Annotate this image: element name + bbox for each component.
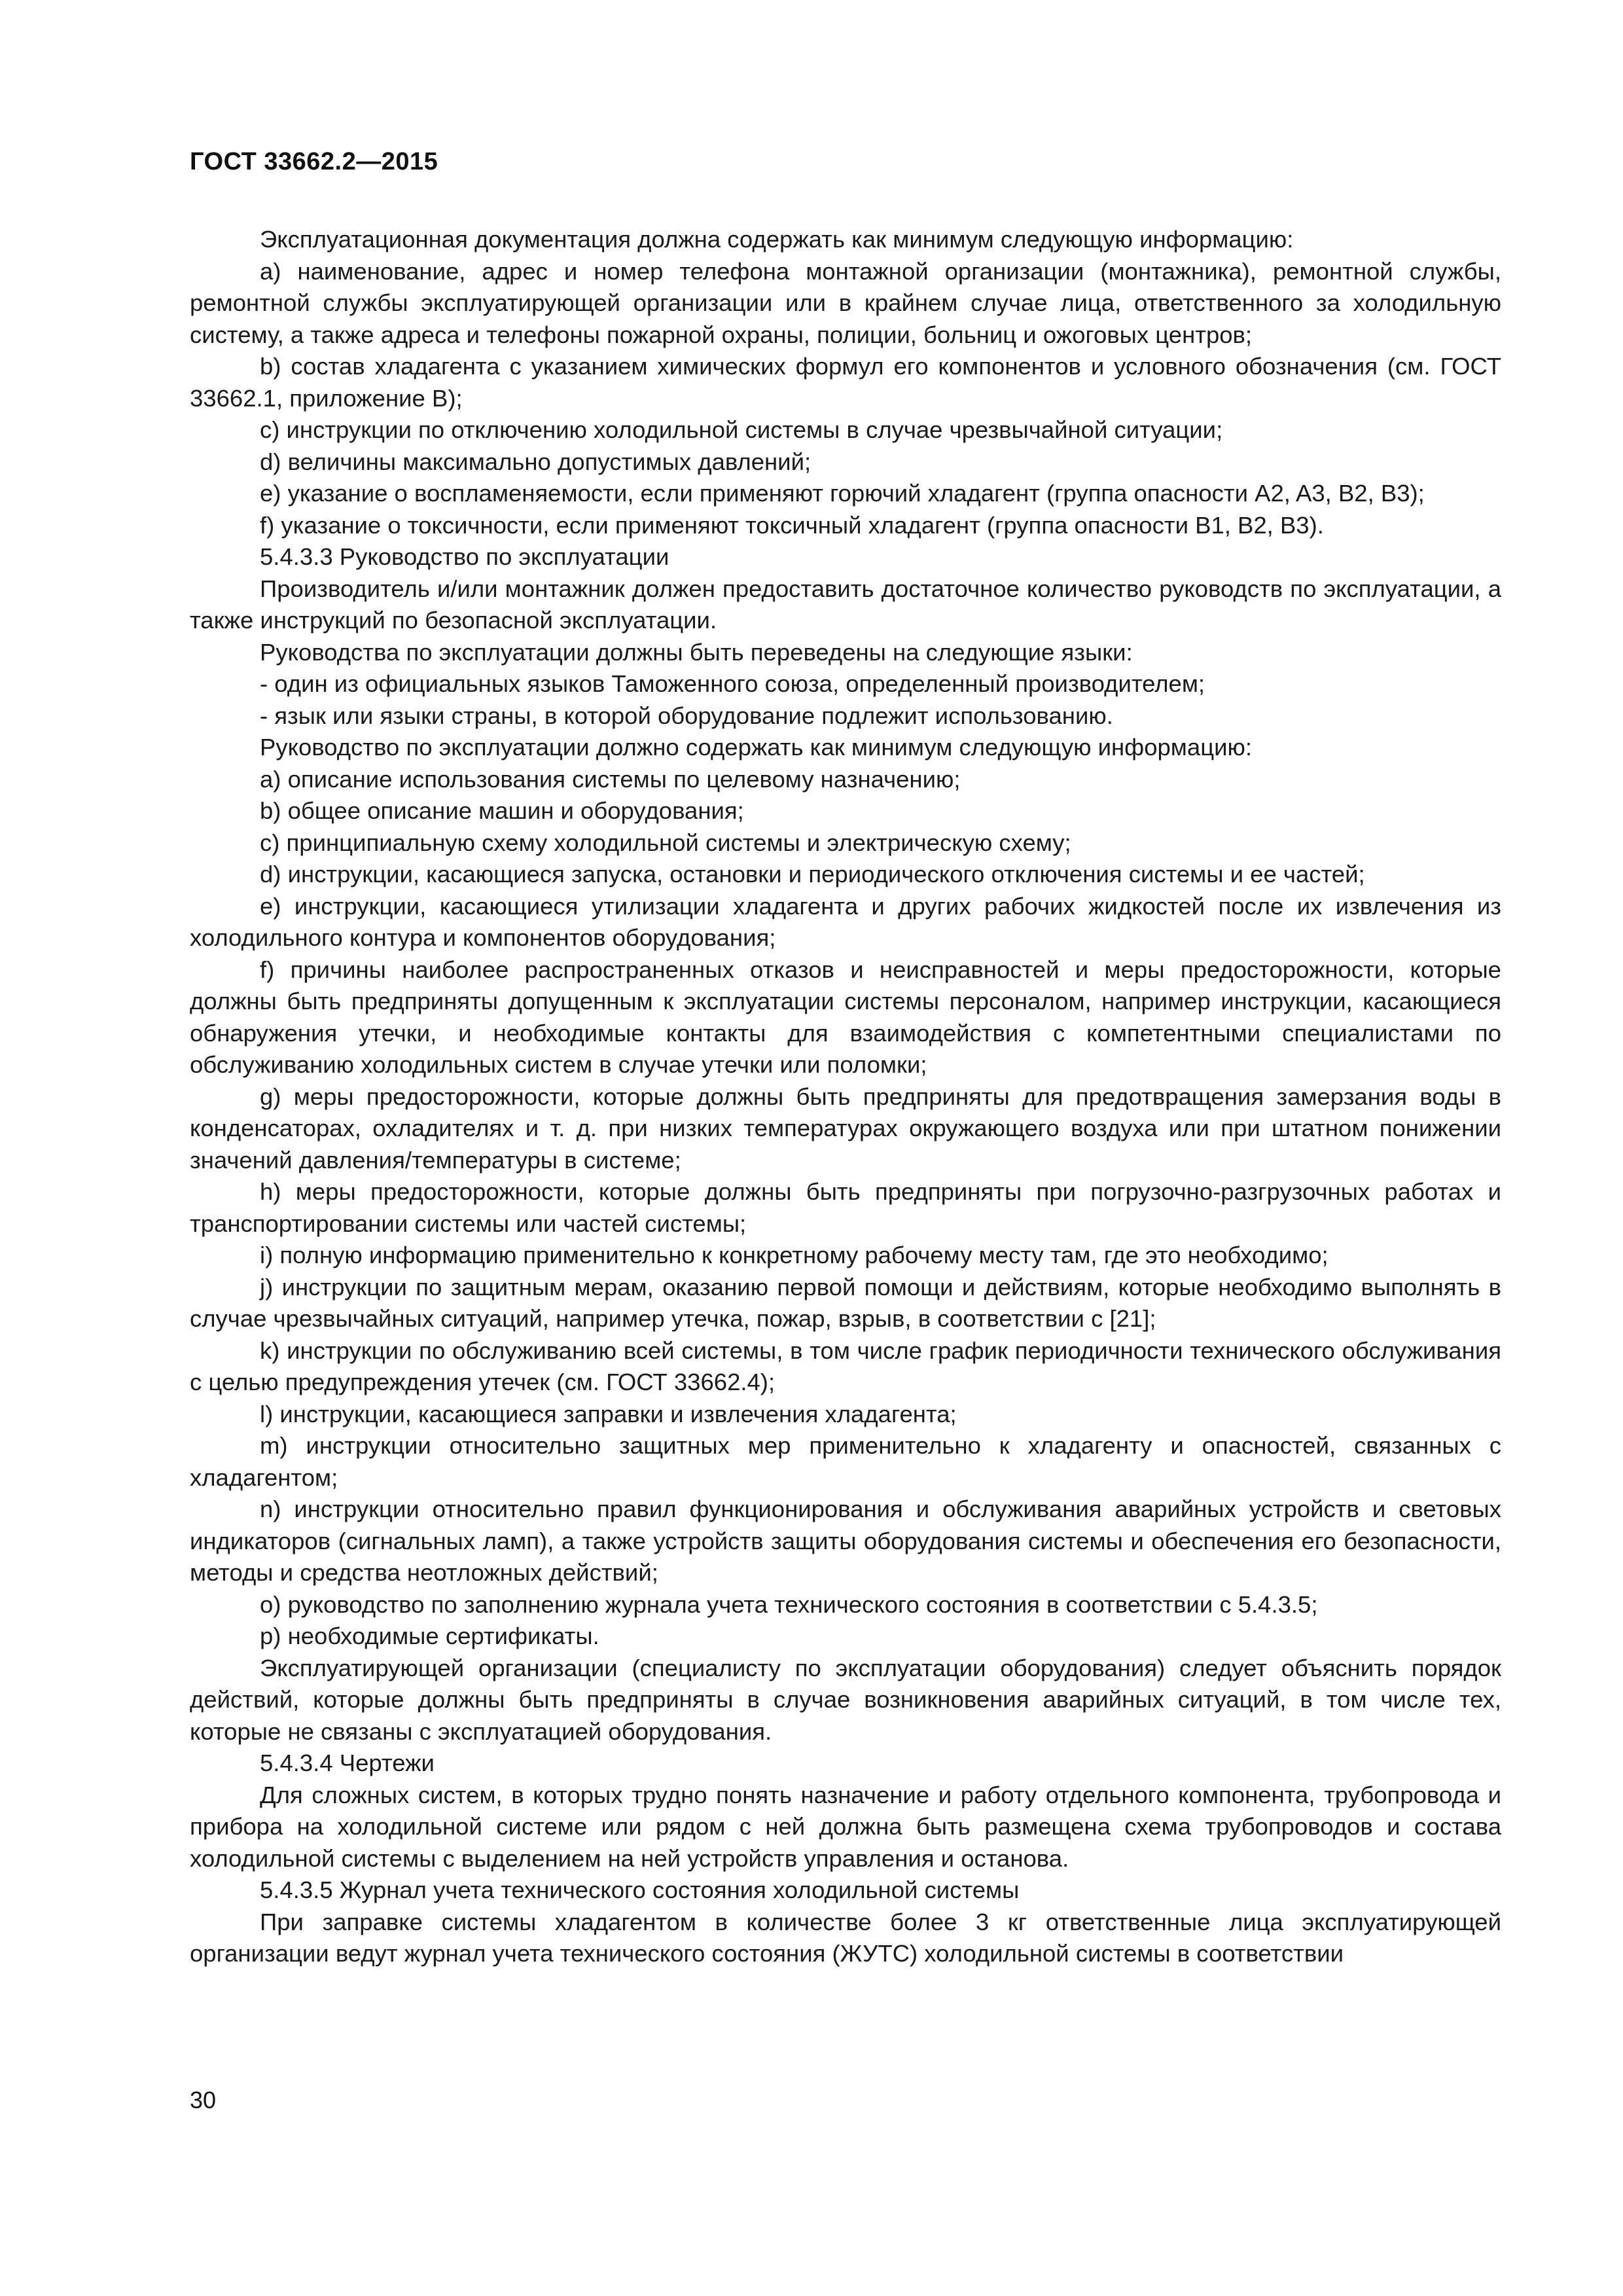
list-item: a) описание использования системы по целевому назначению;: [260, 765, 961, 793]
list-item: n) инструкции относительно правил функционирования и обслуживания аварийных устройств и световых индикаторов (сигнальных ламп), а также устройств защиты оборудования системы и обеспечения его безопасности, методы и средства неотложных действий;: [190, 1496, 1501, 1586]
dash-list-item: - один из официальных языков Таможенного союза, определенный производителем;: [260, 670, 1205, 697]
paragraph: Эксплуатационная документация должна содержать как минимум следующую информацию:: [260, 226, 1294, 253]
list-item: m) инструкции относительно защитных мер применительно к хладагенту и опасностей, связанных с хладагентом;: [190, 1432, 1501, 1491]
paragraph: Эксплуатирующей организации (специалисту по эксплуатации оборудования) следует объяснить порядок действий, которые должны быть предприняты в случае возникновения аварийных ситуаций, в том числе тех, которые не связаны с эксплуатацией оборудования.: [190, 1654, 1501, 1745]
list-item: b) состав хладагента с указанием химических формул его компонентов и условного обозначения (см. ГОСТ 33662.1, приложение B);: [190, 353, 1501, 412]
page-number: 30: [190, 2087, 217, 2113]
list-item: g) меры предосторожности, которые должны быть предприняты для предотвращения замерзания воды в конденсаторах, охладителях и т. д. при низких температурах окружающего воздуха или при штатном понижении значений давления/температуры в системе;: [190, 1083, 1501, 1174]
list-item: f) указание о токсичности, если применяют токсичный хладагент (группа опасности B1, B2, B3).: [260, 511, 1324, 539]
list-item: k) инструкции по обслуживанию всей системы, в том числе график периодичности технического обслуживания с целью предупреждения утечек (см. ГОСТ 33662.4);: [190, 1336, 1501, 1395]
list-item: p) необходимые сертификаты.: [260, 1623, 599, 1649]
dash-list-item: - язык или языки страны, в которой оборудование подлежит использованию.: [260, 702, 1113, 729]
list-item: i) полную информацию применительно к конкретному рабочему месту там, где это необходимо;: [260, 1242, 1329, 1268]
paragraph: Руководство по эксплуатации должно содержать как минимум следующую информацию:: [260, 734, 1253, 761]
paragraph: Руководства по эксплуатации должны быть переведены на следующие языки:: [260, 638, 1133, 666]
list-item: c) инструкции по отключению холодильной системы в случае чрезвычайной ситуации;: [260, 416, 1223, 443]
paragraph: При заправке системы хладагентом в количестве более 3 кг ответственные лица эксплуатирующей организации ведут журнал учета технического состояния (ЖУТС) холодильной системы в соответствии: [190, 1908, 1501, 1967]
section-heading: 5.4.3.3 Руководство по эксплуатации: [260, 543, 669, 570]
list-item: d) инструкции, касающиеся запуска, остановки и периодического отключения системы и ее частей;: [260, 861, 1365, 888]
list-item: j) инструкции по защитным мерам, оказанию первой помощи и действиям, которые необходимо выполнять в случае чрезвычайных ситуаций, например утечка, пожар, взрыв, в соответствии с [21];: [190, 1273, 1501, 1332]
paragraph: Производитель и/или монтажник должен предоставить достаточное количество руководств по эксплуатации, а также инструкций по безопасной эксплуатации.: [190, 575, 1501, 634]
list-item: f) причины наиболее распространенных отказов и неисправностей и меры предосторожности, которые должны быть предприняты допущенным к эксплуатации системы персоналом, например инструкции, касающиеся обнаружения утечки, и необходимые контакты для взаимодействия с компетентными специалистами по обслуживанию холодильных систем в случае утечки или поломки;: [190, 956, 1501, 1078]
section-heading: 5.4.3.4 Чертежи: [260, 1749, 435, 1776]
paragraph: Для сложных систем, в которых трудно понять назначение и работу отдельного компонента, трубопровода и прибора на холодильной системе или рядом с ней должна быть размещена схема трубопроводов и состава холодильной системы с выделением на ней устройств управления и останова.: [190, 1781, 1501, 1872]
list-item: c) принципиальную схему холодильной системы и электрическую схему;: [260, 829, 1071, 856]
list-item: e) инструкции, касающиеся утилизации хладагента и других рабочих жидкостей после их извлечения из холодильного контура и компонентов оборудования;: [190, 892, 1501, 951]
document-body: [190, 224, 1501, 1970]
list-item: e) указание о воспламеняемости, если применяют горючий хладагент (группа опасности A2, A3, B2, B3);: [260, 480, 1425, 507]
list-item: h) меры предосторожности, которые должны быть предприняты при погрузочно-разгрузочных работах и транспортировании системы или частей системы;: [190, 1178, 1501, 1237]
list-item: d) величины максимально допустимых давлений;: [260, 448, 812, 475]
document-header: ГОСТ 33662.2—2015: [190, 148, 438, 175]
list-item: a) наименование, адрес и номер телефона монтажной организации (монтажника), ремонтной службы, ремонтной службы эксплуатирующей организации или в крайнем случае лица, ответственного за холодильную систему, а также адреса и телефоны пожарной охраны, полиции, больниц и ожоговых центров;: [190, 257, 1501, 348]
list-item: l) инструкции, касающиеся заправки и извлечения хладагента;: [260, 1400, 957, 1427]
list-item: b) общее описание машин и оборудования;: [260, 797, 744, 824]
section-heading: 5.4.3.5 Журнал учета технического состояния холодильной системы: [260, 1876, 1020, 1903]
list-item: o) руководство по заполнению журнала учета технического состояния в соответствии с 5.4.3.5;: [260, 1590, 1318, 1618]
